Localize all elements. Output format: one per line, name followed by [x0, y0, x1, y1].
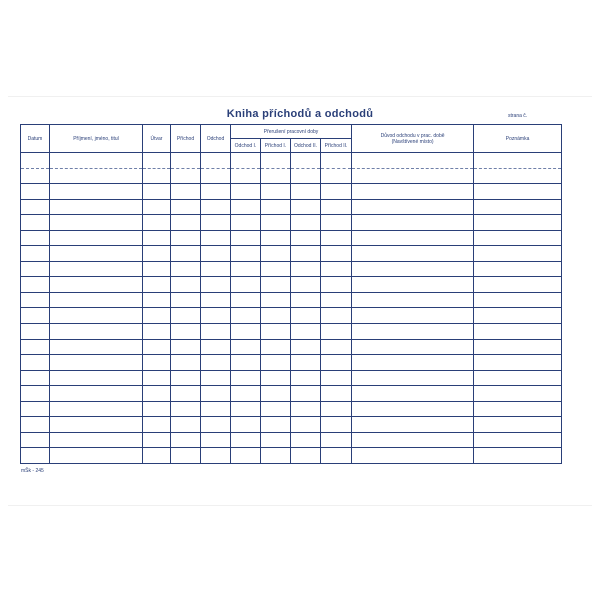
table-cell[interactable] — [261, 417, 291, 433]
table-cell[interactable] — [352, 168, 474, 184]
table-cell[interactable] — [321, 370, 352, 386]
table-row — [21, 308, 562, 324]
table-cell[interactable] — [143, 386, 171, 402]
table-cell[interactable] — [261, 184, 291, 200]
table-cell[interactable] — [352, 448, 474, 464]
table-cell[interactable] — [143, 199, 171, 215]
table-cell[interactable] — [201, 355, 231, 371]
table-cell[interactable] — [474, 355, 562, 371]
table-cell[interactable] — [352, 417, 474, 433]
table-cell[interactable] — [21, 324, 50, 340]
col-header-interruption: Přerušení pracovní doby — [231, 125, 352, 139]
table-body — [21, 153, 562, 464]
col-header-prichod-i: Příchod I. — [261, 139, 291, 153]
table-cell[interactable] — [261, 386, 291, 402]
table-cell[interactable] — [143, 432, 171, 448]
table-cell[interactable] — [474, 417, 562, 433]
table-cell[interactable] — [201, 261, 231, 277]
table-cell[interactable] — [261, 230, 291, 246]
table-cell[interactable] — [474, 448, 562, 464]
table-cell[interactable] — [201, 199, 231, 215]
table-row — [21, 153, 562, 169]
table-cell[interactable] — [171, 324, 201, 340]
table-cell[interactable] — [291, 261, 321, 277]
table-cell[interactable] — [21, 153, 50, 169]
table-cell[interactable] — [50, 199, 143, 215]
table-cell[interactable] — [321, 417, 352, 433]
table-cell[interactable] — [291, 292, 321, 308]
table-cell[interactable] — [474, 324, 562, 340]
table-cell[interactable] — [50, 386, 143, 402]
table-cell[interactable] — [21, 448, 50, 464]
table-cell[interactable] — [201, 432, 231, 448]
table-cell[interactable] — [291, 184, 321, 200]
table-cell[interactable] — [474, 153, 562, 169]
table-cell[interactable] — [143, 448, 171, 464]
table-cell[interactable] — [291, 401, 321, 417]
table-row — [21, 215, 562, 231]
table-cell[interactable] — [321, 448, 352, 464]
table-cell[interactable] — [352, 339, 474, 355]
table-cell[interactable] — [321, 215, 352, 231]
table-cell[interactable] — [171, 417, 201, 433]
table-cell[interactable] — [21, 417, 50, 433]
table-cell[interactable] — [50, 370, 143, 386]
table-cell[interactable] — [143, 339, 171, 355]
table-cell[interactable] — [261, 261, 291, 277]
table-cell[interactable] — [201, 308, 231, 324]
table-cell[interactable] — [201, 448, 231, 464]
table-cell[interactable] — [171, 184, 201, 200]
table-row — [21, 370, 562, 386]
table-cell[interactable] — [50, 417, 143, 433]
table-cell[interactable] — [21, 370, 50, 386]
table-cell[interactable] — [201, 246, 231, 262]
table-cell[interactable] — [143, 184, 171, 200]
table-cell[interactable] — [171, 308, 201, 324]
table-cell[interactable] — [171, 230, 201, 246]
table-cell[interactable] — [201, 230, 231, 246]
table-cell[interactable] — [321, 339, 352, 355]
table-cell[interactable] — [261, 199, 291, 215]
attendance-table — [20, 124, 562, 464]
table-cell[interactable] — [231, 448, 261, 464]
table-cell[interactable] — [50, 184, 143, 200]
table-row — [21, 386, 562, 402]
col-header-reason — [352, 125, 474, 153]
table-cell[interactable] — [291, 432, 321, 448]
table-cell[interactable] — [261, 324, 291, 340]
table-cell[interactable] — [291, 448, 321, 464]
table-cell[interactable] — [143, 308, 171, 324]
table-cell[interactable] — [143, 153, 171, 169]
table-cell[interactable] — [291, 199, 321, 215]
table-row — [21, 261, 562, 277]
table-cell[interactable] — [143, 401, 171, 417]
table-cell[interactable] — [321, 386, 352, 402]
table-row — [21, 355, 562, 371]
table-cell[interactable] — [474, 432, 562, 448]
table-cell[interactable] — [321, 153, 352, 169]
table-cell[interactable] — [261, 432, 291, 448]
table-cell[interactable] — [50, 308, 143, 324]
table-row — [21, 168, 562, 184]
table-cell[interactable] — [231, 292, 261, 308]
table-cell[interactable] — [21, 355, 50, 371]
table-cell[interactable] — [474, 230, 562, 246]
table-row — [21, 292, 562, 308]
table-cell[interactable] — [171, 448, 201, 464]
table-cell[interactable] — [352, 401, 474, 417]
form-title: Kniha příchodů a odchodů — [226, 108, 374, 120]
table-row — [21, 432, 562, 448]
table-cell[interactable] — [231, 355, 261, 371]
table-cell[interactable] — [21, 230, 50, 246]
table-cell[interactable] — [50, 339, 143, 355]
table-cell[interactable] — [321, 432, 352, 448]
table-cell[interactable] — [171, 261, 201, 277]
table-cell[interactable] — [352, 308, 474, 324]
table-cell[interactable] — [352, 324, 474, 340]
table-cell[interactable] — [21, 261, 50, 277]
table-cell[interactable] — [143, 215, 171, 231]
table-cell[interactable] — [261, 277, 291, 293]
table-cell[interactable] — [231, 308, 261, 324]
table-cell[interactable] — [261, 401, 291, 417]
table-cell[interactable] — [171, 386, 201, 402]
reason-line-1: Důvod odchodu v prac. době — [380, 132, 445, 139]
table-cell[interactable] — [321, 355, 352, 371]
table-cell[interactable] — [201, 386, 231, 402]
table-cell[interactable] — [231, 339, 261, 355]
table-cell[interactable] — [291, 230, 321, 246]
table-cell[interactable] — [291, 386, 321, 402]
table-cell[interactable] — [291, 417, 321, 433]
table-row — [21, 324, 562, 340]
table-cell[interactable] — [352, 370, 474, 386]
table-cell[interactable] — [201, 277, 231, 293]
table-cell[interactable] — [21, 199, 50, 215]
table-cell[interactable] — [50, 246, 143, 262]
table-cell[interactable] — [321, 308, 352, 324]
table-cell[interactable] — [201, 339, 231, 355]
table-cell[interactable] — [21, 277, 50, 293]
table-cell[interactable] — [50, 153, 143, 169]
table-cell[interactable] — [261, 370, 291, 386]
table-cell[interactable] — [261, 292, 291, 308]
table-cell[interactable] — [50, 401, 143, 417]
table-cell[interactable] — [352, 292, 474, 308]
table-cell[interactable] — [50, 448, 143, 464]
table-cell[interactable] — [321, 199, 352, 215]
table-cell[interactable] — [21, 308, 50, 324]
table-cell[interactable] — [143, 277, 171, 293]
table-cell[interactable] — [21, 339, 50, 355]
col-header-odchod-i: Odchod I. — [231, 139, 261, 153]
table-cell[interactable] — [231, 199, 261, 215]
table-cell[interactable] — [50, 432, 143, 448]
table-cell[interactable] — [201, 184, 231, 200]
table-cell[interactable] — [261, 153, 291, 169]
table-cell[interactable] — [231, 215, 261, 231]
table-cell[interactable] — [50, 324, 143, 340]
table-cell[interactable] — [474, 184, 562, 200]
col-header-utvar: Útvar — [143, 125, 171, 153]
table-cell[interactable] — [143, 261, 171, 277]
table-cell[interactable] — [261, 339, 291, 355]
table-cell[interactable] — [231, 277, 261, 293]
table-cell[interactable] — [143, 417, 171, 433]
table-cell[interactable] — [171, 432, 201, 448]
table-cell[interactable] — [474, 261, 562, 277]
table-cell[interactable] — [21, 432, 50, 448]
table-cell[interactable] — [352, 230, 474, 246]
table-cell[interactable] — [352, 199, 474, 215]
table-cell[interactable] — [261, 246, 291, 262]
table-cell[interactable] — [171, 246, 201, 262]
table-cell[interactable] — [352, 261, 474, 277]
table-cell[interactable] — [171, 215, 201, 231]
table-row — [21, 277, 562, 293]
page-number-label: strana č. — [508, 113, 528, 119]
table-cell[interactable] — [21, 168, 50, 184]
table-cell[interactable] — [231, 230, 261, 246]
table-cell[interactable] — [21, 386, 50, 402]
table-cell[interactable] — [231, 246, 261, 262]
table-cell[interactable] — [291, 339, 321, 355]
table-cell[interactable] — [261, 448, 291, 464]
col-header-name: Příjmení, jméno, titul — [50, 125, 143, 153]
table-cell[interactable] — [474, 168, 562, 184]
table-row — [21, 448, 562, 464]
table-cell[interactable] — [50, 292, 143, 308]
table-row — [21, 184, 562, 200]
table-cell[interactable] — [171, 292, 201, 308]
table-cell[interactable] — [474, 308, 562, 324]
table-cell[interactable] — [261, 308, 291, 324]
table-cell[interactable] — [474, 215, 562, 231]
table-cell[interactable] — [231, 401, 261, 417]
col-header-note: Poznámka — [474, 125, 562, 153]
table-cell[interactable] — [21, 184, 50, 200]
table-cell[interactable] — [201, 153, 231, 169]
table-cell[interactable] — [291, 215, 321, 231]
table-cell[interactable] — [143, 292, 171, 308]
table-cell[interactable] — [474, 292, 562, 308]
table-cell[interactable] — [50, 355, 143, 371]
table-cell[interactable] — [21, 215, 50, 231]
table-cell[interactable] — [50, 215, 143, 231]
table-cell[interactable] — [231, 153, 261, 169]
table-row — [21, 246, 562, 262]
table-cell[interactable] — [50, 277, 143, 293]
table-cell[interactable] — [231, 370, 261, 386]
col-header-odchod-ii: Odchod II. — [291, 139, 321, 153]
table-cell[interactable] — [143, 246, 171, 262]
table-row — [21, 230, 562, 246]
table-cell[interactable] — [201, 168, 231, 184]
table-cell[interactable] — [321, 246, 352, 262]
table-row — [21, 199, 562, 215]
table-cell[interactable] — [261, 355, 291, 371]
table-cell[interactable] — [201, 324, 231, 340]
table-cell[interactable] — [321, 292, 352, 308]
table-cell[interactable] — [474, 277, 562, 293]
table-cell[interactable] — [50, 261, 143, 277]
table-cell[interactable] — [352, 355, 474, 371]
table-cell[interactable] — [201, 401, 231, 417]
table-cell[interactable] — [321, 261, 352, 277]
table-cell[interactable] — [261, 168, 291, 184]
table-cell[interactable] — [352, 246, 474, 262]
table-cell[interactable] — [50, 230, 143, 246]
table-cell[interactable] — [143, 324, 171, 340]
table-cell[interactable] — [143, 168, 171, 184]
table-cell[interactable] — [201, 417, 231, 433]
table-cell[interactable] — [474, 386, 562, 402]
col-header-prichod: Příchod — [171, 125, 201, 153]
table-cell[interactable] — [352, 215, 474, 231]
table-cell[interactable] — [352, 432, 474, 448]
table-cell[interactable] — [171, 370, 201, 386]
table-cell[interactable] — [321, 184, 352, 200]
table-cell[interactable] — [171, 199, 201, 215]
table-cell[interactable] — [291, 308, 321, 324]
table-cell[interactable] — [321, 324, 352, 340]
form-code: mŠk - 245 — [21, 468, 44, 474]
table-cell[interactable] — [261, 215, 291, 231]
table-cell[interactable] — [352, 277, 474, 293]
table-cell[interactable] — [21, 401, 50, 417]
table-cell[interactable] — [352, 184, 474, 200]
table-cell[interactable] — [231, 417, 261, 433]
table-cell[interactable] — [171, 401, 201, 417]
table-cell[interactable] — [474, 370, 562, 386]
table-row — [21, 401, 562, 417]
col-header-prichod-ii: Příchod II. — [321, 139, 352, 153]
table-row — [21, 339, 562, 355]
table-cell[interactable] — [171, 355, 201, 371]
table-cell[interactable] — [291, 168, 321, 184]
table-cell[interactable] — [291, 355, 321, 371]
table-cell[interactable] — [143, 355, 171, 371]
table-cell[interactable] — [231, 168, 261, 184]
table-cell[interactable] — [352, 386, 474, 402]
table-cell[interactable] — [291, 277, 321, 293]
table-cell[interactable] — [474, 246, 562, 262]
reason-line-2: (Navštívené místo) — [391, 138, 434, 145]
table-cell[interactable] — [231, 432, 261, 448]
table-cell[interactable] — [171, 339, 201, 355]
table-cell[interactable] — [291, 246, 321, 262]
table-cell[interactable] — [21, 292, 50, 308]
table-cell[interactable] — [21, 246, 50, 262]
table-cell[interactable] — [231, 261, 261, 277]
table-cell[interactable] — [291, 324, 321, 340]
table-cell[interactable] — [291, 370, 321, 386]
table-cell[interactable] — [474, 199, 562, 215]
table-cell[interactable] — [321, 277, 352, 293]
table-cell[interactable] — [171, 277, 201, 293]
col-header-datum: Datum — [21, 125, 50, 153]
table-cell[interactable] — [143, 370, 171, 386]
table-cell[interactable] — [201, 215, 231, 231]
table-cell[interactable] — [474, 401, 562, 417]
table-cell[interactable] — [171, 168, 201, 184]
table-cell[interactable] — [231, 184, 261, 200]
table-cell[interactable] — [321, 401, 352, 417]
table-row — [21, 417, 562, 433]
table-cell[interactable] — [201, 370, 231, 386]
table-cell[interactable] — [231, 386, 261, 402]
table-cell[interactable] — [143, 230, 171, 246]
table-cell[interactable] — [321, 168, 352, 184]
table-cell[interactable] — [171, 153, 201, 169]
table-cell[interactable] — [201, 292, 231, 308]
table-cell[interactable] — [474, 339, 562, 355]
table-cell[interactable] — [50, 168, 143, 184]
col-header-odchod: Odchod — [201, 125, 231, 153]
table-cell[interactable] — [231, 324, 261, 340]
table-cell[interactable] — [352, 153, 474, 169]
table-cell[interactable] — [321, 230, 352, 246]
table-cell[interactable] — [291, 153, 321, 169]
